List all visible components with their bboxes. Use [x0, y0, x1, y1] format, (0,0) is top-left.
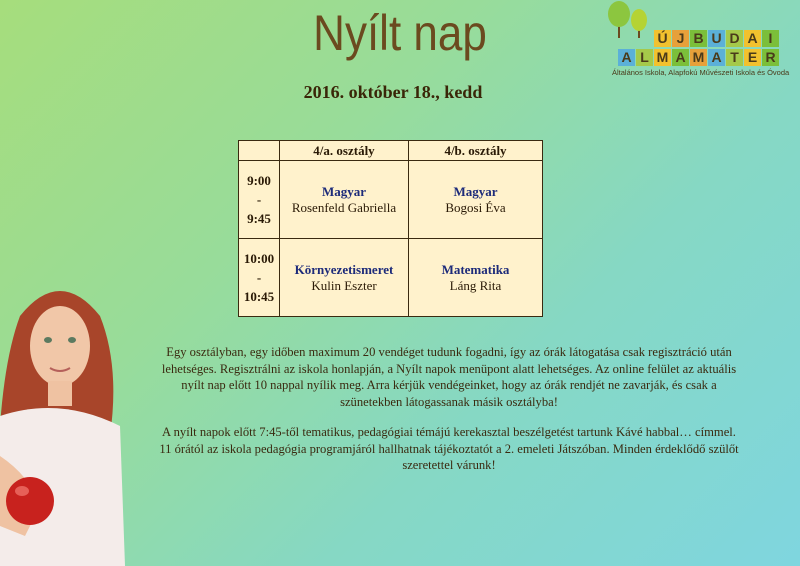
- tree-icon: [604, 0, 650, 40]
- logo-letter: E: [744, 49, 761, 66]
- subject: Matematika: [441, 261, 510, 277]
- logo-letter: R: [762, 49, 779, 66]
- logo-row-1: [654, 30, 780, 47]
- subject: Magyar: [321, 183, 367, 199]
- logo-row-2: [618, 49, 780, 66]
- teacher: Láng Rita: [449, 277, 502, 293]
- logo-letter: A: [672, 49, 689, 66]
- class-cell: [280, 239, 409, 317]
- schedule-table: [238, 140, 543, 317]
- logo-subtitle: Általános Iskola, Alapfokú Művészeti Iskola és Óvoda: [612, 68, 790, 77]
- time-cell: [239, 161, 280, 239]
- girl-with-apple-image: [0, 276, 130, 566]
- logo-letter: B: [690, 30, 707, 47]
- logo-letter: U: [708, 30, 725, 47]
- class-cell: [280, 161, 409, 239]
- time-sep: -: [256, 270, 262, 285]
- logo-letter: T: [726, 49, 743, 66]
- header-4b: 4/b. osztály: [409, 141, 543, 161]
- event-date: 2016. október 18., kedd: [303, 82, 483, 102]
- header-4a: 4/a. osztály: [280, 141, 409, 161]
- teacher: Kulin Eszter: [311, 277, 377, 293]
- time-start: 10:00: [243, 251, 275, 266]
- teacher: Rosenfeld Gabriella: [291, 199, 397, 215]
- table-row: [239, 161, 543, 239]
- table-header-row: [239, 141, 543, 161]
- header-corner: [239, 141, 280, 161]
- logo-letter: A: [618, 49, 635, 66]
- logo-letter: D: [726, 30, 743, 47]
- program-paragraph: A nyílt napok előtt 7:45-től tematikus, pedagógiai témájú kerekasztal beszélgetést tartunk Kávé habbal… címmel. 11 órától az iskola pedagógia programjáról hallhatnak tájékoztatót a 2. emeleti Játszóban. Minden érdeklődő szülőt szeretettel várunk!: [159, 425, 739, 472]
- time-sep: -: [256, 192, 262, 207]
- time-end: 9:45: [247, 211, 271, 226]
- logo-letter: L: [636, 49, 653, 66]
- class-cell: [409, 239, 543, 317]
- class-cell: [409, 161, 543, 239]
- logo-letter: J: [672, 30, 689, 47]
- table-row: [239, 239, 543, 317]
- teacher: Bogosi Éva: [445, 199, 506, 215]
- registration-paragraph: Egy osztályban, egy időben maximum 20 vendéget tudunk fogadni, így az órák látogatása csak regisztráció után lehetséges. Regisztrálni az iskola honlapján, a Nyílt napok menüpont alatt lehetséges. Az online felület az aktuális nyílt nap előtt 10 nappal nyílik meg. Arra kérjük vendégeinket, hogy az órák rendjét ne zavarják, és csak a szünetekben látogassanak másik osztályba!: [161, 345, 737, 409]
- logo-letter: I: [762, 30, 779, 47]
- page-title: Nyílt nap: [313, 5, 487, 61]
- info-text: [158, 344, 740, 488]
- subject: Magyar: [453, 183, 498, 199]
- time-start: 9:00: [247, 173, 271, 188]
- logo-letter: A: [708, 49, 725, 66]
- logo-letter: M: [690, 49, 707, 66]
- time-end: 10:45: [243, 289, 275, 304]
- logo-letter: M: [654, 49, 671, 66]
- logo-letter: A: [744, 30, 761, 47]
- logo-letter: Ú: [654, 30, 671, 47]
- time-cell: [239, 239, 280, 317]
- subject: Környezetismeret: [294, 261, 394, 277]
